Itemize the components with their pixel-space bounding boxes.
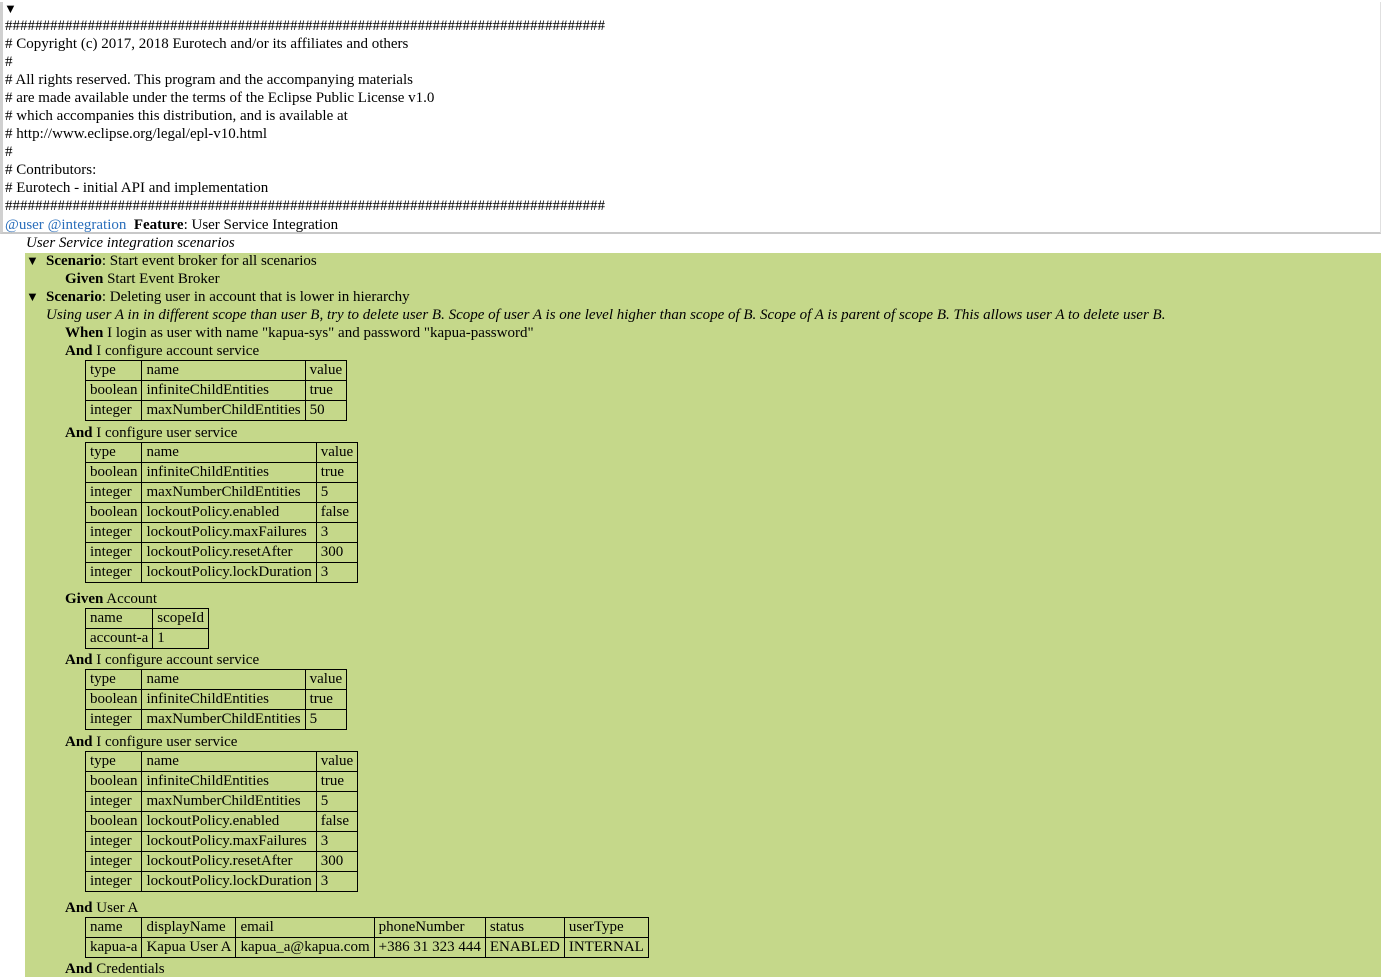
table-row — [86, 918, 649, 938]
scenario-keyword: Scenario — [46, 289, 102, 305]
table-header-cell: displayName — [142, 918, 236, 938]
feature-collapse-icon[interactable]: ▼ — [4, 1, 17, 16]
scenario-collapse-icon[interactable]: ▼ — [26, 289, 39, 304]
step-keyword: And — [65, 900, 93, 916]
table-cell: 3 — [316, 563, 357, 583]
scenario-collapse-icon[interactable]: ▼ — [26, 253, 39, 268]
data-table — [85, 442, 358, 583]
table-cell: maxNumberChildEntities — [142, 710, 305, 730]
table-cell: true — [305, 381, 346, 401]
table-cell: 50 — [305, 401, 346, 421]
step-text: I configure account service — [92, 652, 260, 668]
table-cell: 3 — [316, 872, 357, 892]
table-cell: boolean — [86, 812, 142, 832]
step-text: User A — [92, 900, 139, 916]
table-header-cell: name — [142, 443, 316, 463]
table-cell: ENABLED — [485, 938, 564, 958]
table-header-cell: name — [142, 752, 316, 772]
step — [65, 733, 237, 751]
table-row — [86, 401, 347, 421]
table-cell: 3 — [316, 832, 357, 852]
table-cell: lockoutPolicy.lockDuration — [142, 872, 316, 892]
table-cell: maxNumberChildEntities — [142, 401, 305, 421]
data-table — [85, 608, 209, 649]
table-row — [86, 772, 358, 792]
table-cell: boolean — [86, 503, 142, 523]
scenario-description: Using user A in in different scope than user B, try to delete user B. Scope of user A is one level higher than scope of B. Scope of A is parent of scope B. This allows user A to delete user B. — [46, 307, 1166, 323]
table-row — [86, 523, 358, 543]
table-cell: 300 — [316, 543, 357, 563]
table-cell: boolean — [86, 381, 142, 401]
step-keyword: Given — [65, 591, 104, 607]
comment-line: # are made available under the terms of the Eclipse Public License v1.0 — [5, 90, 435, 106]
table-cell: account-a — [86, 629, 153, 649]
table-cell: lockoutPolicy.resetAfter — [142, 852, 316, 872]
table-cell: lockoutPolicy.resetAfter — [142, 543, 316, 563]
table-header-cell: type — [86, 752, 142, 772]
comment-line: # http://www.eclipse.org/legal/epl-v10.html — [5, 126, 268, 142]
table-cell: integer — [86, 563, 142, 583]
step-keyword: And — [65, 734, 93, 750]
comment-line: # Eurotech - initial API and implementation — [5, 180, 269, 196]
table-row — [86, 629, 209, 649]
table-row — [86, 503, 358, 523]
table-cell: integer — [86, 543, 142, 563]
data-table — [85, 669, 347, 730]
table-cell: true — [316, 463, 357, 483]
table-row — [86, 938, 649, 958]
step — [65, 899, 138, 917]
scenario-name: : Deleting user in account that is lower in hierarchy — [101, 289, 410, 305]
table-cell: integer — [86, 401, 142, 421]
table-header-cell: status — [485, 918, 564, 938]
table-cell: integer — [86, 792, 142, 812]
feature-keyword: Feature — [133, 217, 184, 233]
table-cell: lockoutPolicy.maxFailures — [142, 523, 316, 543]
step-keyword: Given — [65, 271, 104, 287]
table-cell: false — [316, 812, 357, 832]
table-header-cell: value — [316, 443, 357, 463]
table-row — [86, 381, 347, 401]
table-header-cell: scopeId — [153, 609, 209, 629]
table-row — [86, 670, 347, 690]
scenario-keyword: Scenario — [46, 253, 102, 269]
table-cell: integer — [86, 852, 142, 872]
table-header-cell: userType — [564, 918, 648, 938]
step-keyword: And — [65, 343, 93, 359]
tag-user[interactable]: @user — [5, 217, 44, 233]
table-header-cell: name — [86, 918, 142, 938]
table-cell: true — [316, 772, 357, 792]
table-cell: lockoutPolicy.enabled — [142, 503, 316, 523]
scenario-title — [46, 288, 410, 306]
data-table — [85, 917, 649, 958]
table-cell: 3 — [316, 523, 357, 543]
step — [65, 342, 259, 360]
step-text: I configure account service — [92, 343, 260, 359]
step-text: Credentials — [92, 961, 165, 977]
step-text: Account — [103, 591, 158, 607]
table-cell: integer — [86, 483, 142, 503]
table-row — [86, 543, 358, 563]
table-cell: integer — [86, 832, 142, 852]
feature-description: User Service integration scenarios — [26, 235, 235, 251]
table-row — [86, 609, 209, 629]
table-row — [86, 852, 358, 872]
table-header-cell: type — [86, 670, 142, 690]
table-cell: maxNumberChildEntities — [142, 792, 316, 812]
table-header-cell: email — [236, 918, 374, 938]
step-keyword: And — [65, 425, 93, 441]
step — [65, 651, 259, 669]
step-text: I configure user service — [92, 734, 238, 750]
table-cell: kapua-a — [86, 938, 142, 958]
comment-line: # All rights reserved. This program and the accompanying materials — [5, 72, 413, 88]
table-header-cell: name — [142, 670, 305, 690]
table-row — [86, 792, 358, 812]
table-cell: kapua_a@kapua.com — [236, 938, 374, 958]
table-cell: +386 31 323 444 — [374, 938, 485, 958]
table-cell: infiniteChildEntities — [142, 690, 305, 710]
table-cell: maxNumberChildEntities — [142, 483, 316, 503]
step-text: I configure user service — [92, 425, 238, 441]
table-row — [86, 361, 347, 381]
table-cell: integer — [86, 523, 142, 543]
comment-line: # — [5, 54, 13, 70]
table-cell: 300 — [316, 852, 357, 872]
feature-title-line — [5, 216, 338, 234]
table-cell: boolean — [86, 463, 142, 483]
table-header-cell: value — [316, 752, 357, 772]
comment-line: # Contributors: — [5, 162, 97, 178]
table-cell: 5 — [316, 792, 357, 812]
table-header-cell: value — [305, 361, 346, 381]
step — [65, 424, 237, 442]
table-row — [86, 752, 358, 772]
table-header-cell: name — [86, 609, 153, 629]
scenario-title — [46, 252, 317, 270]
table-row — [86, 443, 358, 463]
table-cell: Kapua User A — [142, 938, 236, 958]
table-row — [86, 563, 358, 583]
table-cell: integer — [86, 872, 142, 892]
table-cell: true — [305, 690, 346, 710]
table-cell: 1 — [153, 629, 209, 649]
scenario-name: : Start event broker for all scenarios — [101, 253, 317, 269]
data-table — [85, 751, 358, 892]
table-header-cell: phoneNumber — [374, 918, 485, 938]
table-row — [86, 872, 358, 892]
table-header-cell: name — [142, 361, 305, 381]
table-row — [86, 690, 347, 710]
comment-line: ################################################################################ — [5, 198, 605, 214]
step-text: Start Event Broker — [103, 271, 220, 287]
table-cell: false — [316, 503, 357, 523]
step — [65, 960, 165, 978]
step-keyword: And — [65, 652, 93, 668]
table-row — [86, 463, 358, 483]
tag-integration[interactable]: @integration — [47, 217, 127, 233]
table-row — [86, 812, 358, 832]
step — [65, 270, 220, 288]
step — [65, 590, 157, 608]
table-cell: infiniteChildEntities — [142, 463, 316, 483]
table-cell: 5 — [305, 710, 346, 730]
table-cell: 5 — [316, 483, 357, 503]
table-header-cell: type — [86, 361, 142, 381]
table-row — [86, 832, 358, 852]
table-cell: infiniteChildEntities — [142, 381, 305, 401]
table-cell: lockoutPolicy.lockDuration — [142, 563, 316, 583]
table-cell: integer — [86, 710, 142, 730]
comment-line: # which accompanies this distribution, and is available at — [5, 108, 348, 124]
table-cell: INTERNAL — [564, 938, 648, 958]
table-header-cell: type — [86, 443, 142, 463]
table-cell: lockoutPolicy.maxFailures — [142, 832, 316, 852]
table-row — [86, 483, 358, 503]
comment-line: ################################################################################ — [5, 18, 605, 34]
table-header-cell: value — [305, 670, 346, 690]
table-cell: boolean — [86, 772, 142, 792]
table-row — [86, 710, 347, 730]
feature-name: : User Service Integration — [183, 217, 339, 233]
comment-line: # — [5, 144, 13, 160]
step-keyword: When — [65, 325, 104, 341]
step-text: I login as user with name "kapua-sys" and password "kapua-password" — [103, 325, 534, 341]
table-cell: infiniteChildEntities — [142, 772, 316, 792]
data-table — [85, 360, 347, 421]
step-keyword: And — [65, 961, 93, 977]
table-cell: lockoutPolicy.enabled — [142, 812, 316, 832]
comment-line: # Copyright (c) 2017, 2018 Eurotech and/or its affiliates and others — [5, 36, 409, 52]
step — [65, 324, 534, 342]
table-cell: boolean — [86, 690, 142, 710]
